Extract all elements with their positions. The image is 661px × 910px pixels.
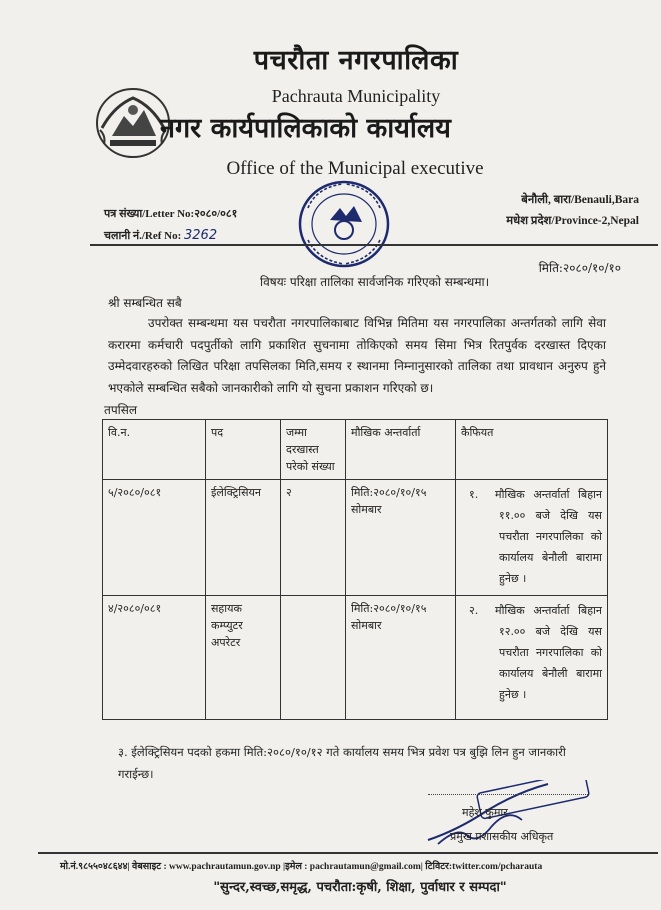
cell-remark bbox=[456, 596, 608, 720]
letter-subject: विषयः परिक्षा तालिका सार्वजनिक गरिएको सम्बन्धमा। bbox=[260, 275, 490, 289]
header-sn: वि.न. bbox=[103, 420, 206, 480]
table-header-row bbox=[103, 420, 608, 480]
footer-slogan: "सुन्दर,स्वच्छ,समृद्ध, पचरौता:कृषी, शिक्षा, पुर्वाधार र सम्पदा" bbox=[213, 880, 507, 895]
details-heading: तपसिल bbox=[104, 403, 138, 417]
interview-day: सोमबार bbox=[351, 619, 382, 632]
header-interview: मौखिक अन्तर्वार्ता bbox=[346, 420, 456, 480]
cell-post: ईलेक्ट्रिसियन bbox=[206, 480, 281, 596]
office-title-np: नगर कार्यपालिकाको कार्यालय bbox=[160, 113, 451, 144]
ref-number-value: 3262 bbox=[184, 228, 218, 243]
interview-date: मिति:२०८०/१०/१५ bbox=[351, 602, 427, 615]
table-row bbox=[103, 596, 608, 720]
signatory-name: महेश कुमार bbox=[462, 806, 508, 819]
salutation: श्री सम्बन्धित सबै bbox=[108, 296, 182, 310]
municipality-title-en: Pachrauta Municipality bbox=[271, 86, 441, 106]
address-line-2: मधेश प्रदेश/Province-2,Nepal bbox=[506, 215, 639, 227]
interview-day: सोमबार bbox=[351, 503, 382, 516]
header-remark: कैफियत bbox=[456, 420, 608, 480]
exam-schedule-table bbox=[102, 419, 608, 720]
remark-number: १. bbox=[469, 488, 479, 501]
interview-date: मिति:२०८०/१०/१५ bbox=[351, 486, 427, 499]
reference-block bbox=[104, 203, 237, 247]
footnote: ३. ईलेक्ट्रिसियन पदको हकमा मिति:२०८०/१०/१२ गते कार्यालय समय भित्र प्रवेश पत्र बुझि लिन हुन जानकारी गराईन्छ। bbox=[118, 745, 566, 781]
letter-date: मिति:२०८०/१०/१० bbox=[538, 261, 621, 275]
ref-number-label: चलानी नं./Ref No: bbox=[104, 230, 182, 242]
header-count: जम्मा दरखास्त परेको संख्या bbox=[281, 420, 346, 480]
office-round-stamp-icon bbox=[294, 178, 394, 274]
address-line-1: बेनौली, बारा/Benauli,Bara bbox=[521, 194, 639, 206]
header-post: पद bbox=[206, 420, 281, 480]
remark-text: मौखिक अन्तर्वार्ता बिहान ११.०० बजे देखि यस पचरौता नगरपालिका को कार्यालय बेनौली बारामा हुनेछ । bbox=[495, 488, 602, 585]
cell-count: २ bbox=[281, 480, 346, 596]
office-address bbox=[506, 190, 639, 232]
header-divider bbox=[90, 244, 658, 246]
cell-interview bbox=[346, 480, 456, 596]
cell-interview bbox=[346, 596, 456, 720]
footer-contact: मो.नं.९८५५०४८६४४| वेबसाइट : www.pachrautamun.gov.np |इमेल : pachrautamun@gmail.com| टिविटर:twitter.com/pcharauta bbox=[60, 862, 543, 872]
cell-post: सहायक कम्प्युटर अपरेटर bbox=[206, 596, 281, 720]
letter-number: पत्र संख्या/Letter No:२०८०/०८१ bbox=[104, 208, 238, 220]
table-row bbox=[103, 480, 608, 596]
remark-text: मौखिक अन्तर्वार्ता बिहान १२.०० बजे देखि यस पचरौता नगरपालिका को कार्यालय बेनौली बारामा हुनेछ । bbox=[495, 604, 602, 701]
cell-sn: ५/२०८०/०८१ bbox=[103, 480, 206, 596]
cell-sn: ४/२०८०/०८१ bbox=[103, 596, 206, 720]
cell-count bbox=[281, 596, 346, 720]
signatory-title: प्रमुख प्रशासकीय अधिकृत bbox=[450, 830, 554, 843]
remark-number: २. bbox=[469, 604, 479, 617]
letter-body: उपरोक्त सम्बन्धमा यस पचरौता नगरपालिकाबाट विभिन्न मितिमा यस नगरपालिका अन्तर्गतको लागि सेवा करारमा कर्मचारी पदपुर्तीको लागि प्रकाशित सुचनामा तोकिएको समय सिमा भित्र रितपुर्वक दरखास्त दिएका उम्मेदवारहरुको लिखित परिक्षा तपसिलका मिति,समय र स्थानमा निम्नानुसारको तालिका तथा प्रावधान अनुरुप हुने भएकोले सम्बन्धित सबैको जानकारीको लागि यो सुचना प्रकाशन गरिएको छ। bbox=[108, 316, 606, 395]
municipality-title-np: पचरौता नगरपालिका bbox=[253, 45, 459, 76]
office-title-en: Office of the Municipal executive bbox=[226, 158, 484, 179]
footer-divider bbox=[38, 852, 658, 854]
signature-line bbox=[428, 794, 588, 795]
cell-remark bbox=[456, 480, 608, 596]
